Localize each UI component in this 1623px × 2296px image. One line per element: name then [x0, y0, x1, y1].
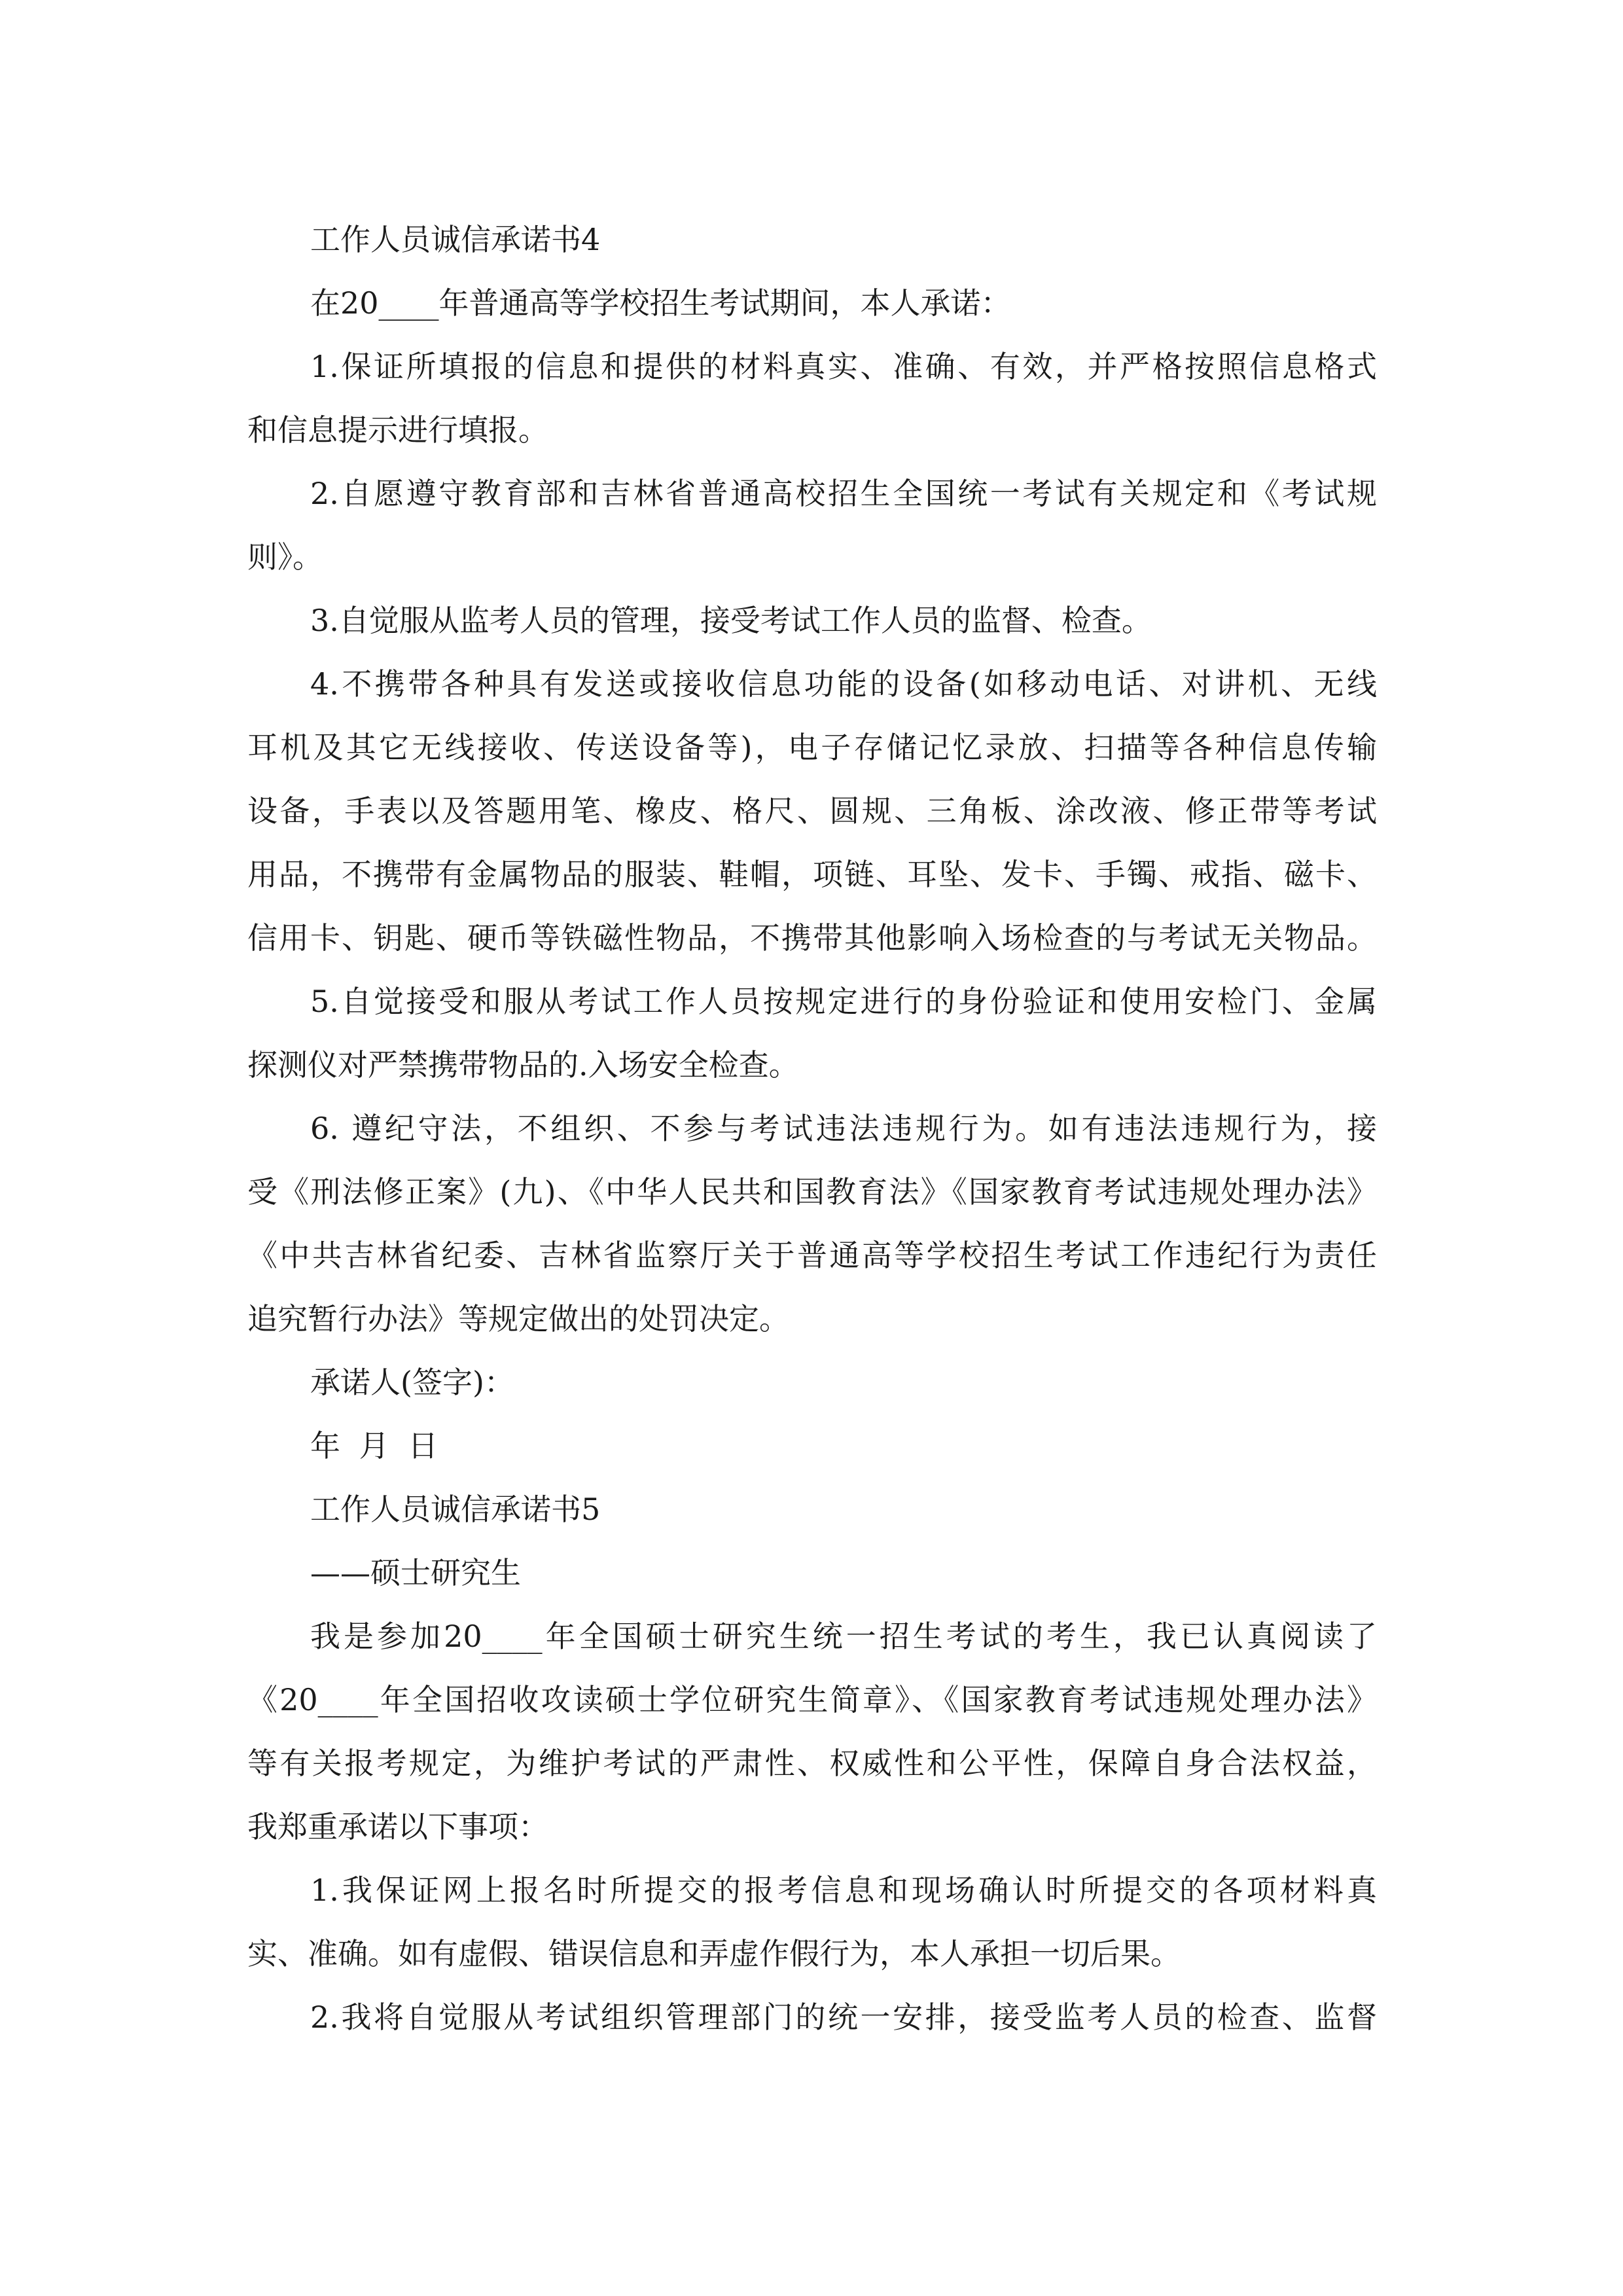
section4-item5: 5.自觉接受和服从考试工作人员按规定进行的身份验证和使用安检门、金属 探测仪对严禁携带物品的.入场安全检查。 [247, 984, 1377, 1083]
section4-item1: 1.保证所填报的信息和提供的材料真实、准确、有效，并严格按照信息格式 和信息提示进行填报。 [247, 349, 1377, 448]
section4-item6: 6. 遵纪守法，不组织、不参与考试违法违规行为。如有违法违规行为，接 受《刑法修正案》(九)、《中华人民共和国教育法》《国家教育考试违规处理办法》 《中共吉林省纪委、吉林省监察厅关于普通高等学校招生考试工作违纪行为责任 追究暂行办法》等规定做出的处罚决定。 [247, 1111, 1377, 1336]
section4-intro: 在20____年普通高等学校招生考试期间，本人承诺： [310, 285, 1011, 321]
section5-intro: 我是参加20____年全国硕士研究生统一招生考试的考生，我已认真阅读了 《20____年全国招收攻读硕士学位研究生简章》、《国家教育考试违规处理办法》 等有关报考规定，为维护考试的严肃性、权威性和公平性，保障自身合法权益， 我郑重承诺以下事项： [247, 1619, 1377, 1844]
section4-item3: 3.自觉服从监考人员的管理，接受考试工作人员的监督、检查。 [310, 603, 1152, 638]
document-body [247, 208, 1377, 2049]
section5-title: 工作人员诚信承诺书5 [310, 1492, 601, 1527]
section4-title: 工作人员诚信承诺书4 [310, 222, 601, 257]
section5-item1: 1.我保证网上报名时所提交的报考信息和现场确认时所提交的各项材料真 实、准确。如有虚假、错误信息和弄虚作假行为，本人承担一切后果。 [247, 1873, 1377, 1971]
section5-item2: 2.我将自觉服从考试组织管理部门的统一安排，接受监考人员的检查、监督 [310, 2000, 1377, 2035]
section5-subtitle: ——硕士研究生 [310, 1555, 521, 1590]
section4-item2: 2.自愿遵守教育部和吉林省普通高校招生全国统一考试有关规定和《考试规 则》。 [247, 476, 1377, 575]
signature-line: 承诺人(签字)： [310, 1365, 514, 1400]
date-line: 年 月 日 [310, 1428, 438, 1463]
section4-item4: 4.不携带各种具有发送或接收信息功能的设备(如移动电话、对讲机、无线 耳机及其它无线接收、传送设备等)，电子存储记忆录放、扫描等各种信息传输 设备，手表以及答题用笔、橡皮、格尺、圆规、三角板、涂改液、修正带等考试 用品，不携带有金属物品的服装、鞋帽，项链、耳坠、发卡、手镯、戒指、磁卡、 信用卡、钥匙、硬币等铁磁性物品，不携带其他影响入场检查的与考试无关物品。 [247, 666, 1377, 956]
